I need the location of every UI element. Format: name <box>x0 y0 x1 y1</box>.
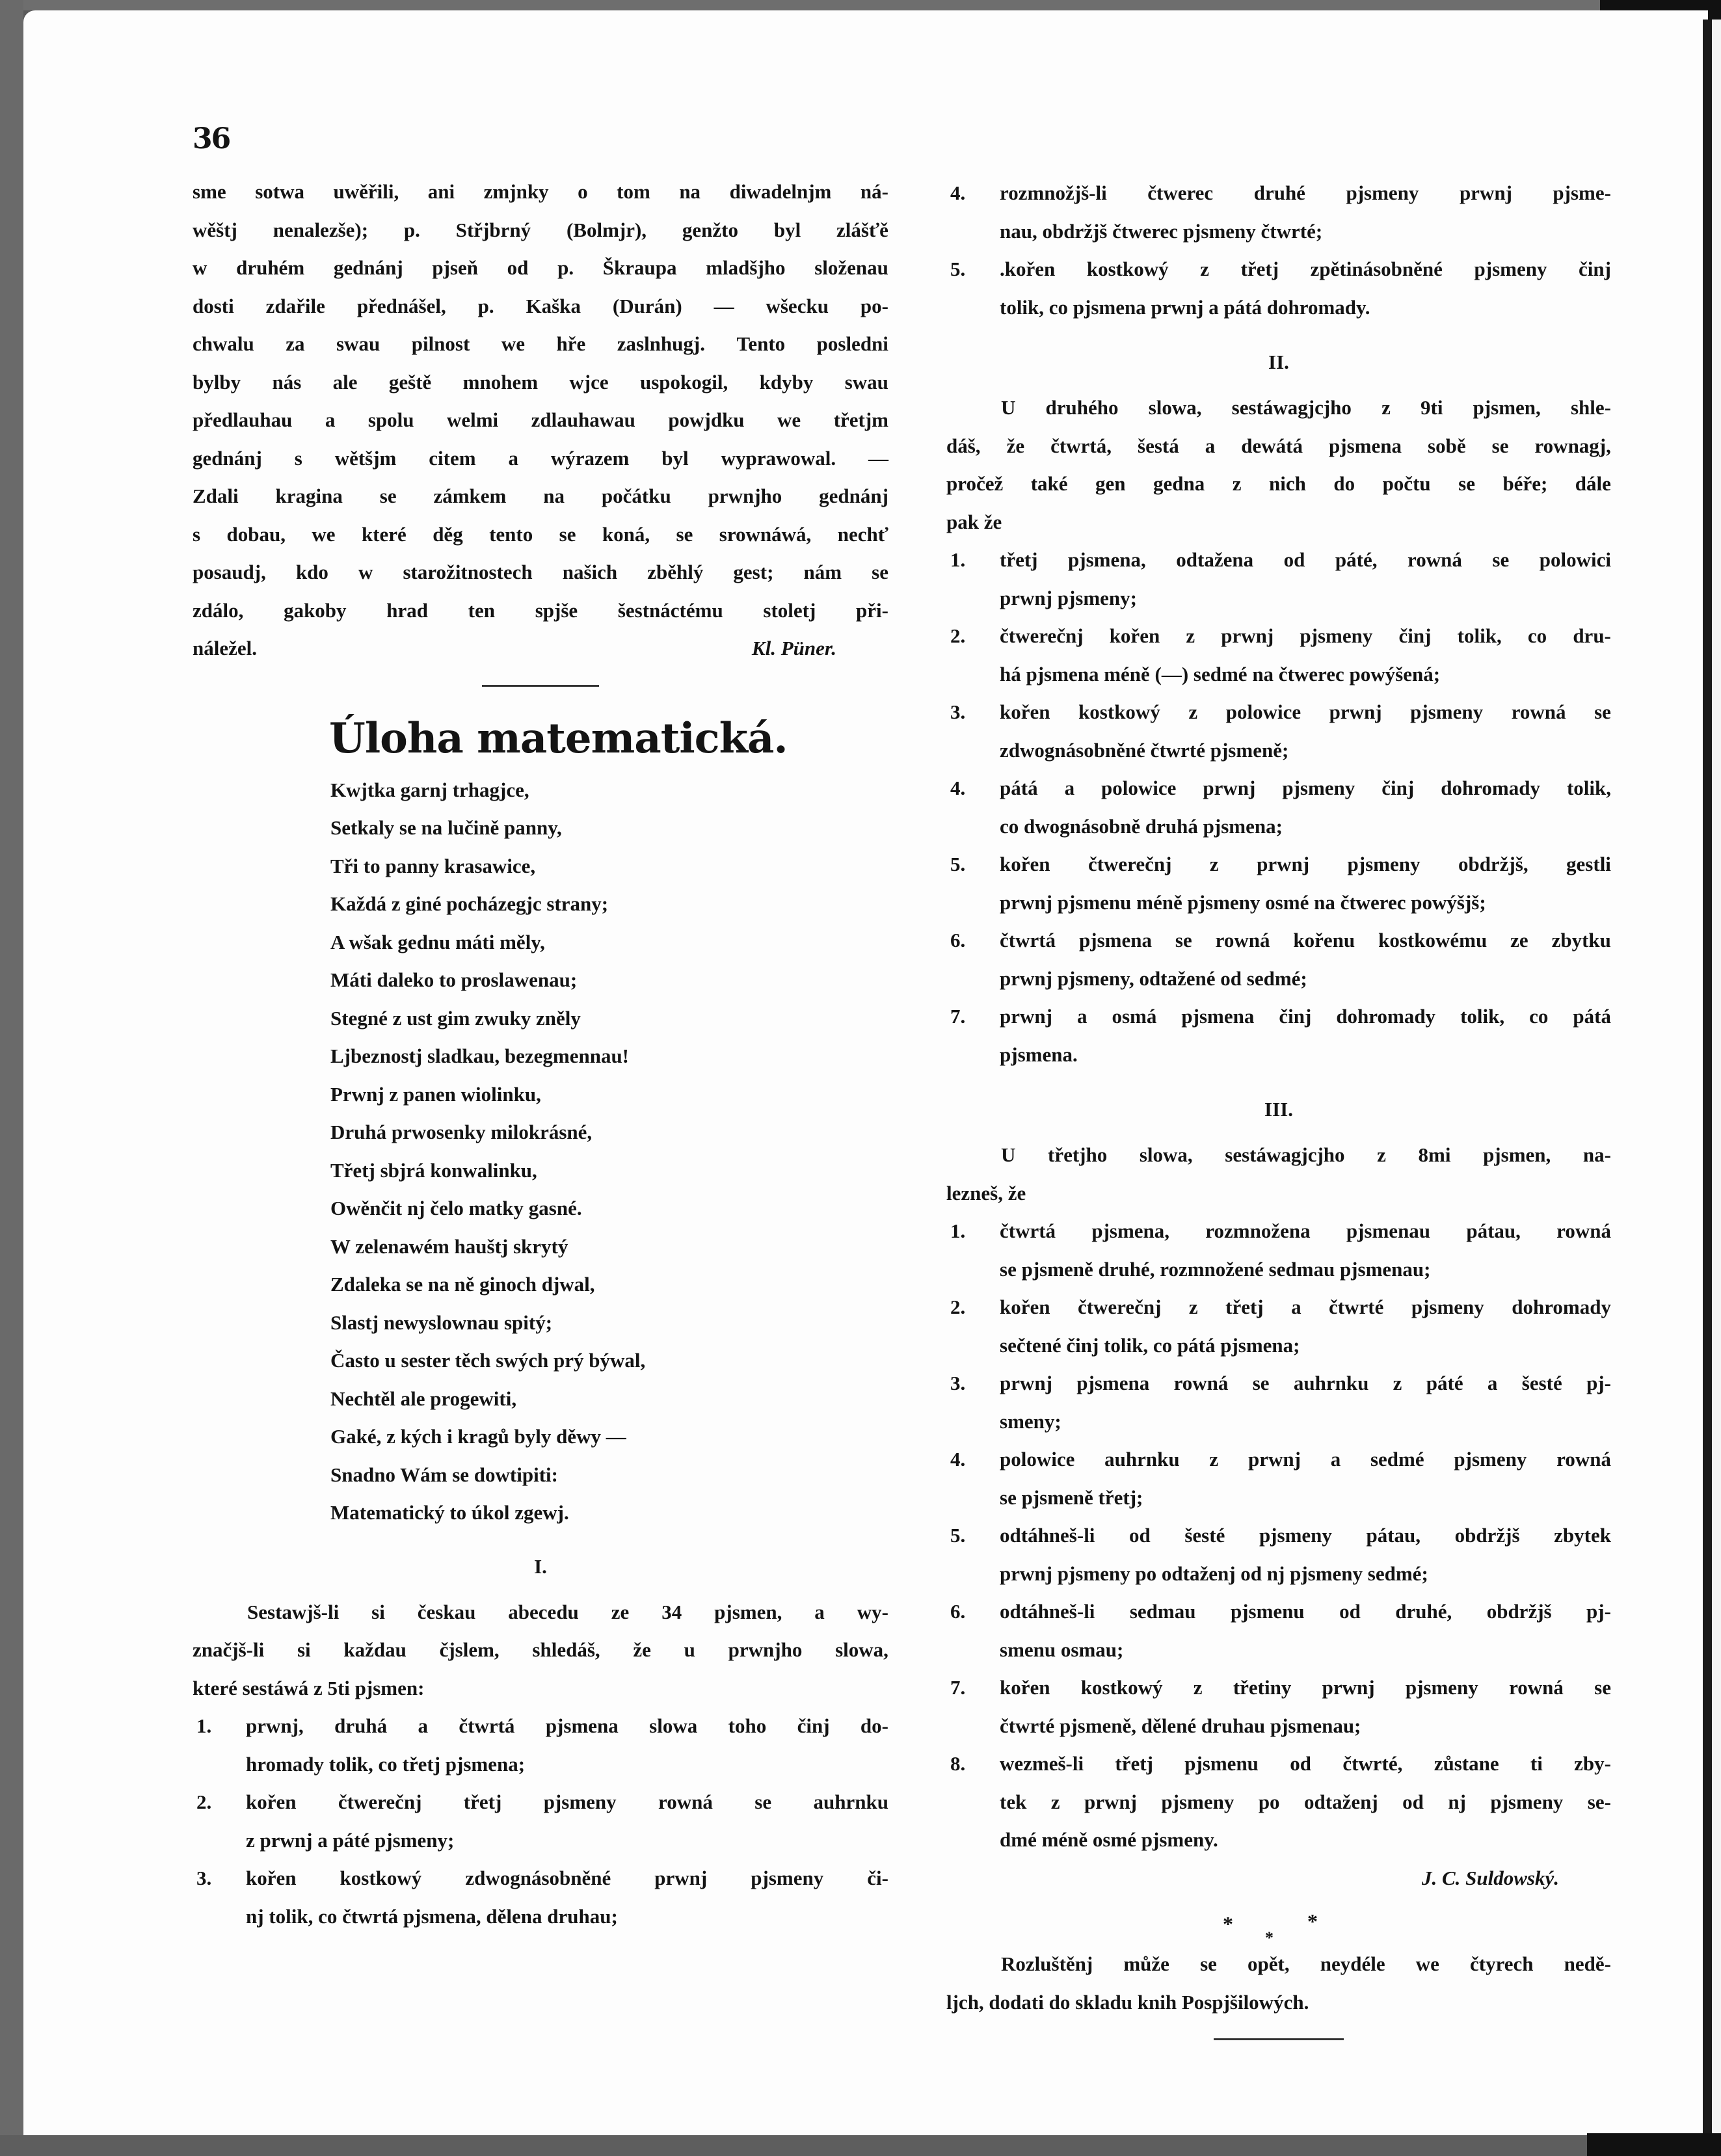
poem-line: Ljbeznostj sladkau, bezegmennau! <box>330 1045 630 1067</box>
text-line: se pjsmeně třetj; <box>1000 1485 1143 1509</box>
section-I-intro <box>193 1593 888 1708</box>
text-line: Zdali kragina se zámkem na počátku prwnjho gednánj <box>193 485 888 507</box>
poem-line: Setkaly se na lučině panny, <box>330 816 562 839</box>
text-line: co dwognásobně druhá pjsmena; <box>1000 814 1283 838</box>
list-text <box>1000 1441 1611 1517</box>
text-line: lezneš, že <box>946 1181 1026 1204</box>
section-II-list <box>946 541 1611 1074</box>
list-number: 2. <box>950 1296 966 1318</box>
list-text <box>246 1783 888 1859</box>
list-text <box>1000 1745 1611 1859</box>
review-last-line: náležel. <box>193 637 257 659</box>
text-line: prwnj pjsmena rowná se auhrnku z páté a šesté pj- <box>1000 1372 1611 1394</box>
list-text <box>1000 617 1611 693</box>
left-column <box>193 173 888 1936</box>
section-I-list <box>193 1707 888 1936</box>
list-number: 1. <box>196 1714 212 1737</box>
list-item <box>946 1593 1611 1669</box>
list-item <box>946 1364 1611 1441</box>
article-title: Úloha matematická. <box>329 713 788 763</box>
end-divider <box>1214 2038 1344 2040</box>
section-divider <box>482 685 599 687</box>
text-line: kořen čtwerečnj třetj pjsmeny rowná se auhrnku <box>246 1790 888 1813</box>
text-line: smeny; <box>1000 1409 1061 1433</box>
list-item <box>946 174 1611 250</box>
text-line: Sestawjš-li si českau abecedu ze 34 pjsmen, a wy- <box>247 1600 888 1623</box>
text-line: z prwnj a páté pjsmeny; <box>246 1828 455 1852</box>
text-line: posaudj, kdo w starožitnostech našich zběhlý gest; nám se <box>193 561 888 583</box>
list-text <box>1000 1288 1611 1364</box>
list-item <box>946 541 1611 617</box>
list-text <box>1000 174 1611 250</box>
poem-line: Každá z giné pocházegjc strany; <box>330 892 609 915</box>
text-line: kořen čtwerečnj z třetj a čtwrté pjsmeny dohromady <box>1000 1296 1611 1318</box>
text-line: U třetjho slowa, sestáwagjcjho z 8mi pjsmen, na- <box>1001 1143 1611 1166</box>
page-number: 36 <box>193 122 230 155</box>
text-line: prwnj a osmá pjsmena činj dohromady tolik, co pátá <box>1000 1005 1611 1028</box>
text-line: w druhém gednánj pjseň od p. Škraupa mladšjho složenau <box>193 256 888 279</box>
text-line: prwnj pjsmenu méně pjsmeny osmé na čtwerec powýšjš; <box>1000 890 1486 914</box>
list-number: 8. <box>950 1752 966 1775</box>
text-line: wěštj nenalezše); p. Střjbrný (Bolmjr), genžto byl zlášťě <box>193 218 888 241</box>
text-line: nau, obdržjš čtwerec pjsmeny čtwrté; <box>1000 219 1323 243</box>
list-number: 6. <box>950 929 966 952</box>
poem-line: Snadno Wám se dowtipiti: <box>330 1463 558 1486</box>
text-line: wezmeš-li třetj pjsmenu od čtwrté, zůstane ti zby- <box>1000 1752 1611 1775</box>
poem-line: Owěnčit nj čelo matky gasné. <box>330 1197 582 1219</box>
text-line: odtáhneš-li sedmau pjsmenu od druhé, obdržjš pj- <box>1000 1600 1611 1623</box>
poem-line: A wšak gednu máti měly, <box>330 930 545 953</box>
list-item <box>193 1783 888 1859</box>
poem-line: W zelenawém hauštj skrytý <box>330 1234 568 1258</box>
list-number: 4. <box>950 1448 966 1471</box>
list-number: 3. <box>950 1372 966 1394</box>
section-III-list <box>946 1212 1611 1859</box>
list-text <box>1000 1593 1611 1669</box>
poem-line: Matematický to úkol zgewj. <box>330 1501 569 1524</box>
list-item <box>946 922 1611 998</box>
asterism-star: * <box>1265 1928 1274 1947</box>
review-closing <box>193 630 888 668</box>
text-line: dáš, že čtwrtá, šestá a dewátá pjsmena sobě se rownagj, <box>946 434 1611 457</box>
text-line: kořen kostkowý zdwognásobněné prwnj pjsmeny či- <box>246 1867 888 1889</box>
text-line: hromady tolik, co třetj pjsmena; <box>246 1752 526 1776</box>
list-number: 2. <box>196 1790 212 1813</box>
list-text <box>1000 1212 1611 1288</box>
text-line: há pjsmena méně (—) sedmé na čtwerec powýšená; <box>1000 662 1441 685</box>
review-signature: Kl. Püner. <box>751 637 836 659</box>
list-text <box>1000 1517 1611 1593</box>
text-line: značjš-li si každau čjslem, shledáš, že u prwnjho slowa, <box>193 1638 888 1661</box>
text-line: které sestáwá z 5ti pjsmen: <box>193 1676 425 1699</box>
scan-border-left <box>0 0 23 2156</box>
page-right-strip <box>1712 20 1721 2133</box>
text-line: čtwrtá pjsmena, rozmnožena pjsmenau pátau, rowná <box>1000 1219 1611 1242</box>
text-line: smenu osmau; <box>1000 1638 1124 1661</box>
right-column <box>946 174 1611 2040</box>
text-line: sečtené činj tolik, co pátá pjsmena; <box>1000 1333 1300 1357</box>
list-text <box>1000 769 1611 845</box>
text-line: ljch, dodati do skladu knih Pospjšilowých. <box>946 1990 1309 2014</box>
list-item <box>946 693 1611 769</box>
text-line: čtwerečnj kořen z prwnj pjsmeny činj tolik, co dru- <box>1000 624 1611 647</box>
list-number: 2. <box>950 624 966 647</box>
text-line: chwalu za swau pilnost we hře zaslnhugj. Tento posledni <box>193 332 888 355</box>
list-item <box>946 998 1611 1074</box>
list-number: 7. <box>950 1676 966 1699</box>
list-number: 5. <box>950 853 966 875</box>
list-text <box>1000 541 1611 617</box>
list-text <box>1000 998 1611 1074</box>
list-text <box>1000 1669 1611 1745</box>
section-heading-III: III. <box>1264 1098 1293 1121</box>
text-line: U druhého slowa, sestáwagjcjho z 9ti pjsmen, shle- <box>1001 396 1611 419</box>
list-item <box>946 250 1611 326</box>
poem-line: Druhá prwosenky milokrásné, <box>330 1121 593 1143</box>
poem-line: Prwnj z panen wiolinku, <box>330 1082 541 1106</box>
list-text <box>1000 845 1611 922</box>
text-line: se pjsmeně druhé, rozmnožené sedmau pjsmenau; <box>1000 1257 1431 1281</box>
list-text <box>1000 250 1611 326</box>
list-text <box>246 1707 888 1783</box>
list-item <box>193 1707 888 1783</box>
text-line: pjsmena. <box>1000 1043 1078 1066</box>
text-line: tek z prwnj pjsmeny po odtaženj od nj pjsmeny se- <box>1000 1790 1611 1813</box>
text-line: zdwognásobněné čtwrté pjsmeně; <box>1000 738 1289 762</box>
section-III-intro <box>946 1136 1611 1212</box>
text-line: zdálo, gakoby hrad ten spjše šestnáctému stoletj při- <box>193 598 888 622</box>
text-line: dosti zdařile přednášel, p. Kaška (Durán) — wšecku po- <box>193 294 888 317</box>
text-line: tolik, co pjsmena prwnj a pátá dohromady. <box>1000 295 1370 319</box>
text-line: prwnj pjsmeny po odtaženj od nj pjsmeny sedmé; <box>1000 1562 1428 1585</box>
text-line: odtáhneš-li od šesté pjsmeny pátau, obdržjš zbytek <box>1000 1524 1611 1547</box>
text-line: předlauhau a spolu welmi zdlauhawau powjdku we třetjm <box>193 408 888 431</box>
poem-line: Slastj newyslownau spitý; <box>330 1311 553 1334</box>
list-item <box>946 1517 1611 1593</box>
list-number: 5. <box>950 258 966 280</box>
text-line: čtwrté pjsmeně, dělené druhau pjsmenau; <box>1000 1714 1361 1737</box>
section-II-intro <box>946 389 1611 541</box>
list-item <box>193 1859 888 1936</box>
poem-line: Třetj sbjrá konwalinku, <box>330 1158 537 1182</box>
poem-line: Často u sester těch swých prý býwal, <box>330 1349 646 1372</box>
section-heading-I: I. <box>534 1554 547 1578</box>
scan-border-bottom-right <box>1587 2133 1721 2156</box>
text-line: prwnj pjsmeny, odtažené od sedmé; <box>1000 966 1307 990</box>
text-line: kořen čtwerečnj z prwnj pjsmeny obdržjš, gestli <box>1000 853 1611 875</box>
scan-border-bottom <box>0 2135 1721 2156</box>
poem <box>193 771 888 1532</box>
text-line: pročež také gen gedna z nich do počtu se béře; dále <box>946 472 1611 495</box>
text-line: s dobau, we které děg tento se koná, se srownáwá, nechť <box>193 522 888 546</box>
text-line: prwnj, druhá a čtwrtá pjsmena slowa toho činj do- <box>246 1714 888 1737</box>
list-item <box>946 1441 1611 1517</box>
list-number: 3. <box>950 700 966 723</box>
text-line: pátá a polowice prwnj pjsmeny činj dohromady tolik, <box>1000 777 1611 799</box>
text-line: kořen kostkowý z polowice prwnj pjsmeny rowná se <box>1000 700 1611 723</box>
list-item <box>946 769 1611 845</box>
text-line: rozmnožjš-li čtwerec druhé pjsmeny prwnj pjsme- <box>1000 181 1611 204</box>
text-line: .kořen kostkowý z třetj zpětinásobněné pjsmeny činj <box>1000 258 1611 280</box>
text-line: dmé méně osmé pjsmeny. <box>1000 1828 1218 1851</box>
asterism-star: * <box>1223 1912 1233 1936</box>
list-number: 7. <box>950 1005 966 1028</box>
list-text <box>1000 693 1611 769</box>
list-item <box>946 845 1611 922</box>
list-text <box>1000 1364 1611 1441</box>
list-number: 6. <box>950 1600 966 1623</box>
text-line: Rozluštěnj může se opět, neydéle we čtyrech nedě- <box>1001 1952 1611 1975</box>
text-line: sme sotwa uwěřili, ani zmjnky o tom na diwadelnjm ná- <box>193 180 888 203</box>
list-item <box>946 1745 1611 1859</box>
list-number: 4. <box>950 777 966 799</box>
poem-line: Gaké, z kých i kragů byly děwy — <box>330 1425 626 1448</box>
asterism <box>946 1900 1611 1945</box>
text-line: bylby nás ale geště mnohem wjce uspokogil, kdyby swau <box>193 370 888 393</box>
poem-line: Nechtěl ale progewiti, <box>330 1387 517 1410</box>
text-line: nj tolik, co čtwrtá pjsmena, dělena druhau; <box>246 1904 618 1928</box>
list-text <box>246 1859 888 1936</box>
text-line: kořen kostkowý z třetiny prwnj pjsmeny rowná se <box>1000 1676 1611 1699</box>
text-line: třetj pjsmena, odtažena od páté, rowná se polowici <box>1000 548 1611 571</box>
puzzle-signature-row <box>946 1859 1611 1898</box>
asterism-star: * <box>1307 1910 1318 1933</box>
poem-line: Tři to panny krasawice, <box>330 854 536 877</box>
text-line: polowice auhrnku z prwnj a sedmé pjsmeny rowná <box>1000 1448 1611 1471</box>
list-number: 3. <box>196 1867 212 1889</box>
poem-line: Máti daleko to proslawenau; <box>330 968 578 991</box>
text-line: gednánj s wětšjm citem a wýrazem byl wyprawowal. — <box>193 446 888 470</box>
section-I-list-continued <box>946 174 1611 326</box>
list-number: 4. <box>950 181 966 204</box>
text-line: čtwrtá pjsmena se rowná kořenu kostkowému ze zbytku <box>1000 929 1611 952</box>
poem-line: Zdaleka se na ně ginoch djwal, <box>330 1273 595 1296</box>
list-number: 5. <box>950 1524 966 1547</box>
list-text <box>1000 922 1611 998</box>
text-line: pak že <box>946 510 1002 533</box>
section-heading-II: II. <box>1268 351 1289 373</box>
text-line: prwnj pjsmeny; <box>1000 586 1137 609</box>
page-right-edge <box>1703 20 1712 2136</box>
poem-line: Kwjtka garnj trhagjce, <box>330 778 529 801</box>
scan-border-top <box>0 0 1721 10</box>
list-item <box>946 1288 1611 1364</box>
list-number: 1. <box>950 1219 966 1242</box>
poem-line: Stegné z ust gim zwuky zněly <box>330 1006 581 1030</box>
list-number: 1. <box>950 548 966 571</box>
list-item <box>946 617 1611 693</box>
list-item <box>946 1669 1611 1745</box>
list-item <box>946 1212 1611 1288</box>
review-paragraph <box>193 173 888 630</box>
puzzle-signature: J. C. Suldowský. <box>1421 1866 1559 1889</box>
closing-note <box>946 1945 1611 2021</box>
